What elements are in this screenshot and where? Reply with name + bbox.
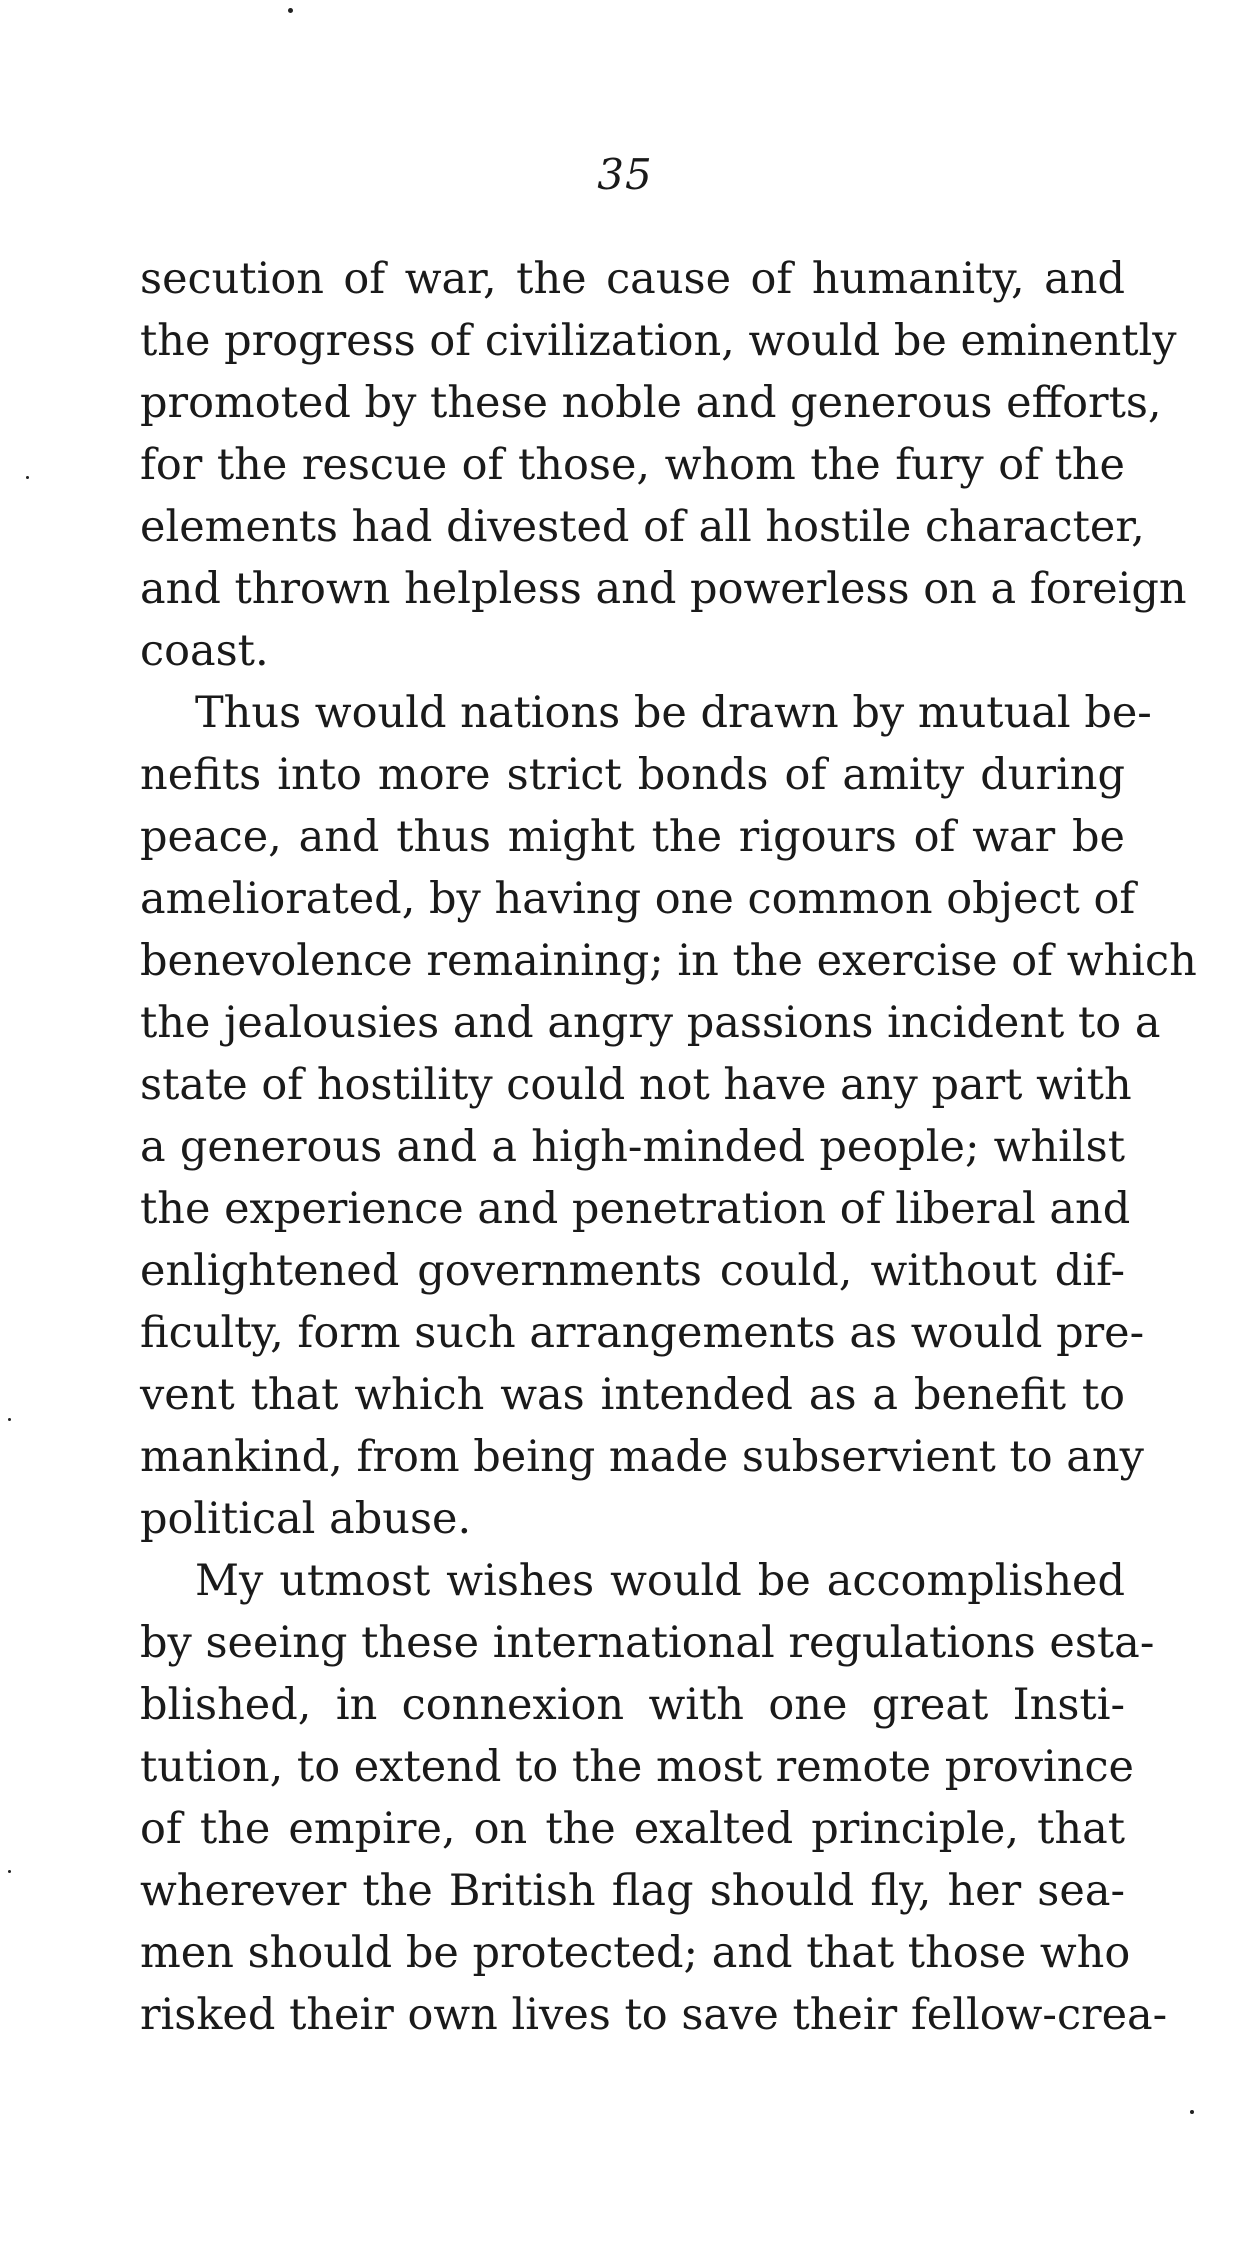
text-line: ficulty, form such arrangements as would pre- xyxy=(140,1308,1145,1358)
paragraph-2 xyxy=(140,682,1197,1550)
text-line: coast. xyxy=(140,626,269,676)
text-line: promoted by these noble and generous efforts, xyxy=(140,378,1162,428)
page-number: 35 xyxy=(597,150,653,199)
text-line: the experience and penetration of liberal and xyxy=(140,1184,1131,1234)
text-line: My utmost wishes would be accomplished xyxy=(195,1556,1125,1606)
text-line: secution of war, the cause of humanity, and xyxy=(140,254,1125,304)
paragraph-3 xyxy=(140,1550,1168,2046)
text-line: state of hostility could not have any part with xyxy=(140,1060,1132,1110)
text-line: tution, to extend to the most remote province xyxy=(140,1742,1134,1792)
text-line: a generous and a high-minded people; whilst xyxy=(140,1122,1125,1172)
text-line: enlightened governments could, without dif- xyxy=(140,1246,1125,1296)
paper-speck xyxy=(8,1418,11,1421)
text-line: and thrown helpless and powerless on a foreign xyxy=(140,564,1187,614)
text-line: the progress of civilization, would be eminently xyxy=(140,316,1177,366)
text-line: elements had divested of all hostile character, xyxy=(140,502,1145,552)
text-line: blished, in connexion with one great Insti- xyxy=(140,1680,1125,1730)
paper-speck xyxy=(26,476,29,479)
text-line: the jealousies and angry passions incident to a xyxy=(140,998,1161,1048)
text-line: political abuse. xyxy=(140,1494,472,1544)
text-line: nefits into more strict bonds of amity during xyxy=(140,750,1125,800)
text-line: risked their own lives to save their fellow-crea- xyxy=(140,1990,1168,2040)
text-line: Thus would nations be drawn by mutual be- xyxy=(195,688,1152,738)
paper-speck xyxy=(8,1870,11,1873)
text-line: by seeing these international regulations esta- xyxy=(140,1618,1155,1668)
paper-speck xyxy=(288,8,293,13)
paragraph-1 xyxy=(140,248,1187,682)
text-line: peace, and thus might the rigours of war be xyxy=(140,812,1125,862)
text-line: men should be protected; and that those who xyxy=(140,1928,1131,1978)
text-line: ameliorated, by having one common object of xyxy=(140,874,1136,924)
text-line: benevolence remaining; in the exercise of which xyxy=(140,936,1197,986)
body-text xyxy=(140,248,1197,2046)
paper-speck xyxy=(1190,2110,1194,2114)
text-line: vent that which was intended as a benefit to xyxy=(140,1370,1125,1420)
text-line: mankind, from being made subservient to any xyxy=(140,1432,1144,1482)
text-line: wherever the British flag should fly, her sea- xyxy=(140,1866,1125,1916)
text-line: of the empire, on the exalted principle, that xyxy=(140,1804,1125,1854)
text-line: for the rescue of those, whom the fury of the xyxy=(140,440,1125,490)
